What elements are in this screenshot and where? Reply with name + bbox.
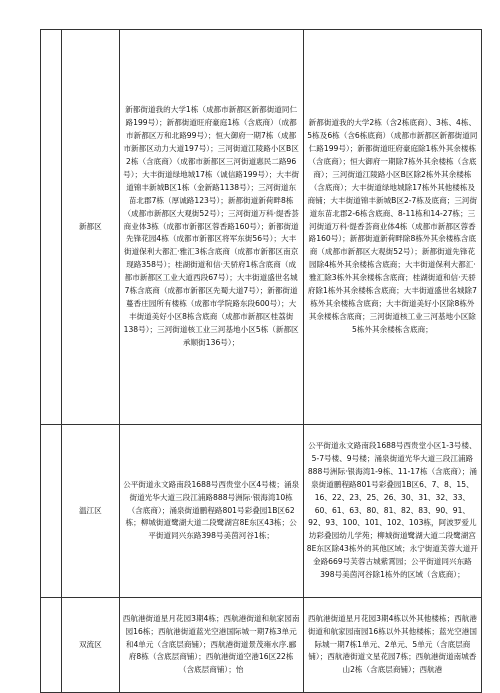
table-row bbox=[41, 598, 482, 693]
table-row bbox=[41, 425, 482, 598]
lockdown-area-table bbox=[40, 29, 482, 693]
area-list-cell: 公平街道永文路南段1688号西贵堂小区4号楼；涌泉街道光华大道三段江浦路888号洲际·银海湾10栋（含底商）；涌泉街道鹏程路801号彩叠园1B区62栋；柳城街道鹭湖大道二段鹭湖宫8E东区43栋；公平街道同兴东路398号美茵河谷1栋； bbox=[119, 425, 303, 598]
table-row bbox=[41, 30, 482, 425]
area-list-cell: 新都街道我的大学2栋（含2栋底商）、3栋、4栋、5栋及6栋（含6栋底商）（成都市新都区新都街道同仁路199号）；新都街道旺府豪庭除1栋外其余楼栋（含底商）；恒大御府一期除7栋外其余楼栋（含底商）；三河街道江陵路小区B区除2栋外其余楼栋（含底商）；大丰街道绿地城除17栋外其他楼栋及商铺；大丰街道锦丰新城B区2-7栋及底商；三河街道东苗北郡2-6栋含底商、8-11栋和14-27栋；三河街道万科·缇香荟商业体4栋（成都市新都区蓉香路160号）；新都街道新荷畔除8栋外其余楼栋含底商（成都市新都区大观街52号）；新都街道先锋花园除4栋外其余楼栋含底商；大丰街道保利大都汇·雅汇除3栋外其余楼栋含底商；桂湖街道和信·天骄府除1栋外其余楼栋含底商；大丰街道盛世名城除7栋外其余楼栋含底商；大丰街道美好小区除8栋外其余楼栋含底商；三河街道核工业三河基地小区除5栋外其余楼栋含底商； bbox=[303, 30, 481, 425]
district-cell: 温江区 bbox=[62, 425, 119, 598]
row-index-cell bbox=[41, 425, 62, 598]
area-list-cell: 西航港街道星月花园3期4栋以外其他楼栋；西航港街道和航家园南园16栋以外其他楼栋；蓝光空港国际城一期7栋1单元、2单元、5单元（含底层商铺）；西航港街道文星花园7栋；西航港街道南城香山2栋（含底层商铺）；西航港 bbox=[303, 598, 481, 693]
district-cell: 双流区 bbox=[62, 598, 119, 693]
row-index-cell bbox=[41, 598, 62, 693]
area-list-cell: 新都街道我的大学1栋（成都市新都区新都街道同仁路199号）；新都街道旺府豪庭1栋（含底商）（成都市新都区万和北路99号）；恒大御府一期7栋（成都市新都区动力大道197号）；三河街道江陵路小区B区2栋（含底商）（成都市新都区三河街道惠民二路96号）；大丰街道绿地城17栋（诚信路199号）；大丰街道锦丰新城B区1栋（金新路1138号）；三河街道东苗北郡7栋（厚诚路123号）；新都街道新荷畔8栋（成都市新都区大观街52号）；三河街道万科·缇香荟商业体3栋（成都市新都区蓉香路160号）；新都街道先锋花园4栋（成都市新都区将军东街56号）；大丰街道保利大都汇·雅汇3栋含底商（成都市新都区南京现路358号）；桂湖街道和信·天骄府1栋含底商（成都市新都区工业大道西段67号）；大丰街道盛世名城7栋含底商（成都市新都区先蜀大道7号）；新都街道蔓香庄园所有楼栋（成都市学院路东段600号）；大丰街道美好小区8栋含底商（成都市新都区桂荔街138号）；三河街道核工业三河基地小区5栋（新都区承顺街136号）； bbox=[119, 30, 303, 425]
district-cell: 新都区 bbox=[62, 30, 119, 425]
area-list-cell: 西航港街道星月花园3期4栋；西航港街道和航家园南园16栋；西航港街道蓝光空港国际城一期7栋3单元和4单元（含底层商铺）；西航港街道景茂雍水序.郦府8栋（含底层商铺）；西航港街道空港16区22栋（含底层商铺）；怡 bbox=[119, 598, 303, 693]
row-index-cell bbox=[41, 30, 62, 425]
area-list-cell: 公平街道永文路南段1688号西贵堂小区1-3号楼、5-7号楼、9号楼；涌泉街道光华大道三段江浦路888号洲际·银海湾1-9栋、11-17栋（含底商）；涌泉街道鹏程路801号彩叠园1B区6、7、8、15、16、22、23、25、26、30、31、32、33、60、61、63、80、81、82、83、90、91、92、93、100、101、102、103栋，阿波罗爱儿坊彩叠园幼儿学苑；柳城街道鹭湖大道二段鹭湖宫8E东区除43栋外的其他区域；永宁街道芙蓉大道开金路669号芙蓉古城紫霄园；公平街道同兴东路398号美茵河谷除1栋外的区域（含底商）； bbox=[303, 425, 481, 598]
